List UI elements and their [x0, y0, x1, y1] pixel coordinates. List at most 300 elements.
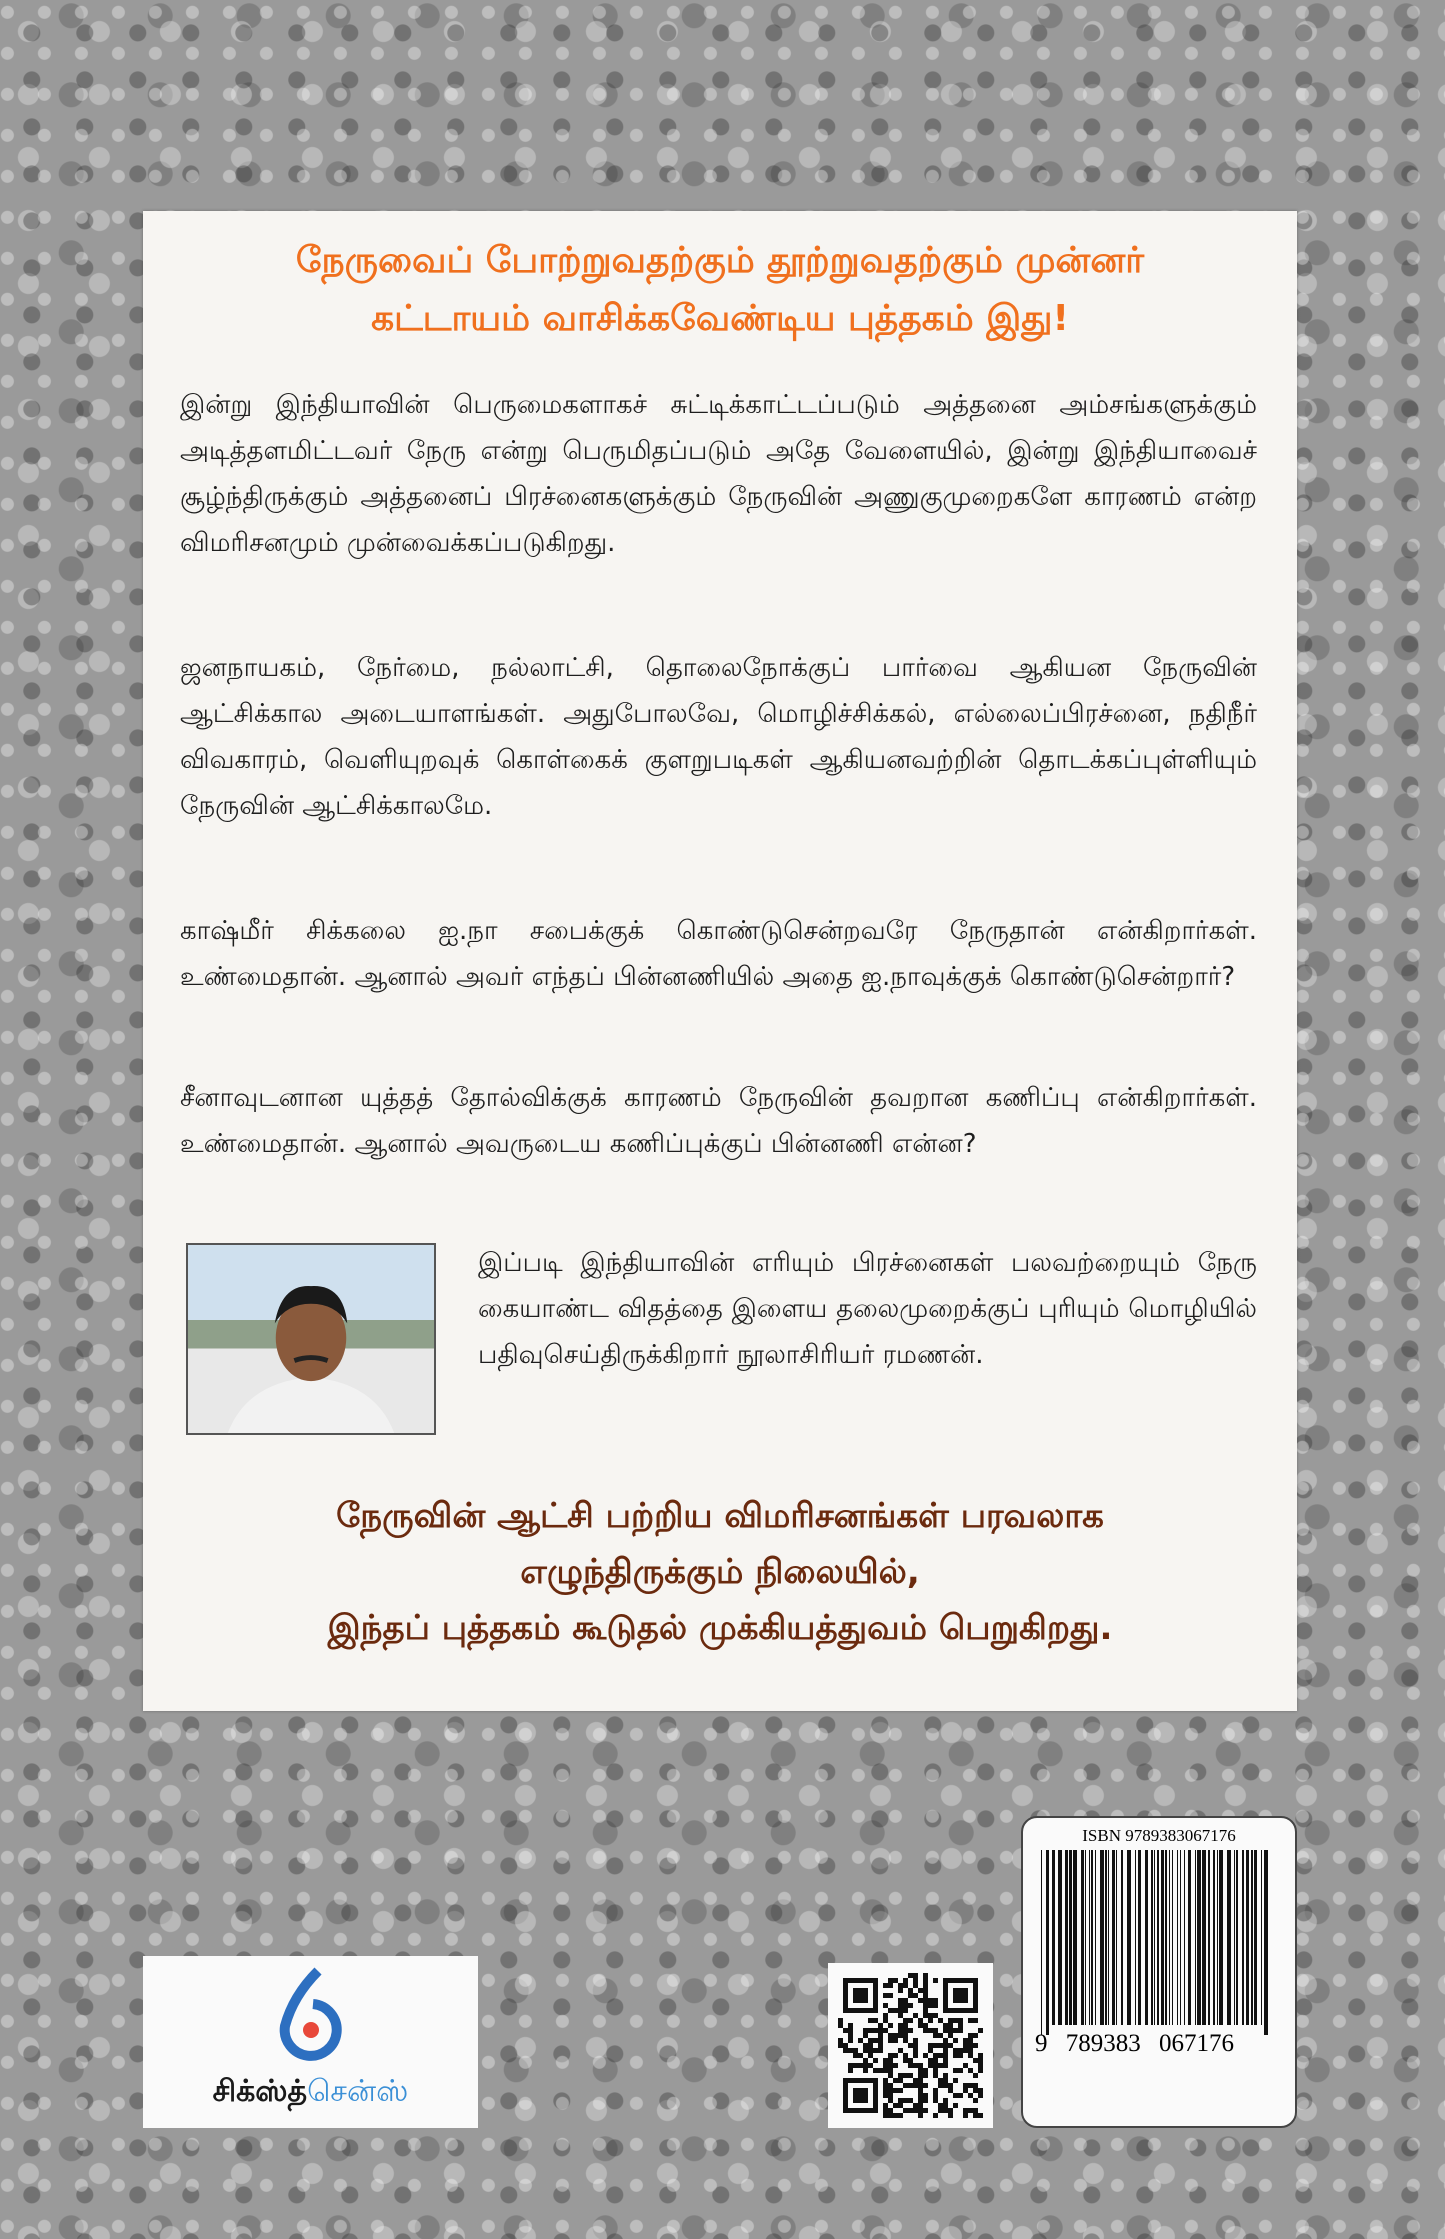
- barcode-bar: [1246, 1850, 1249, 2025]
- qr-module: [878, 2048, 883, 2053]
- qr-module: [883, 2083, 888, 2088]
- qr-module: [898, 1998, 903, 2003]
- qr-module: [963, 2043, 968, 2048]
- qr-module: [938, 2078, 943, 2083]
- qr-module: [933, 2088, 938, 2093]
- qr-module: [893, 1978, 898, 1983]
- qr-module: [943, 2078, 948, 2083]
- barcode-bar: [1197, 1850, 1201, 2025]
- qr-module: [898, 2073, 903, 2078]
- qr-module: [928, 2048, 933, 2053]
- qr-module: [978, 2113, 983, 2118]
- qr-module: [913, 1983, 918, 1988]
- qr-module: [933, 2093, 938, 2098]
- barcode-bar: [1127, 1850, 1131, 2025]
- qr-module: [948, 2033, 953, 2038]
- qr-module: [963, 2113, 968, 2118]
- barcode-bar: [1188, 1850, 1191, 2025]
- qr-module: [933, 2068, 938, 2073]
- qr-module: [873, 2058, 878, 2063]
- qr-module: [883, 2113, 888, 2118]
- qr-module: [838, 2038, 843, 2043]
- qr-module: [943, 2053, 948, 2058]
- qr-module: [878, 2068, 883, 2073]
- qr-module: [863, 2063, 868, 2068]
- qr-module: [938, 2103, 943, 2108]
- qr-module: [933, 2058, 938, 2063]
- qr-module: [953, 2093, 958, 2098]
- qr-module: [883, 2003, 888, 2008]
- qr-module: [943, 2048, 948, 2053]
- barcode-bar: [1165, 1850, 1167, 2025]
- paragraph: இன்று இந்தியாவின் பெருமைகளாகச் சுட்டிக்காட்டப்படும் அத்தனை அம்சங்களுக்கும் அடித்தளமிட்டவர் நேரு என்று பெருமிதப்படும் அதே வேளையில், இன்று இந்தியாவைச் சூழ்ந்திருக்கும் அத்தனைப் பிரச்னைகளுக்கும் நேருவின் அணுகுமுறைகளே காரணம் என்ற விமரிசனமும் முன்வைக்கப்படுகிறது.: [180, 390, 1257, 558]
- qr-module: [888, 1983, 893, 1988]
- qr-module: [958, 2048, 963, 2053]
- qr-module: [903, 2108, 908, 2113]
- qr-module: [938, 2053, 943, 2058]
- qr-module: [868, 2048, 873, 2053]
- qr-module: [923, 2053, 928, 2058]
- qr-module: [923, 2008, 928, 2013]
- qr-module: [843, 2048, 848, 2053]
- qr-module: [903, 2033, 908, 2038]
- barcode-bar: [1208, 1850, 1210, 2025]
- qr-module: [868, 2028, 873, 2033]
- qr-module: [978, 2058, 983, 2063]
- qr-module: [908, 2028, 913, 2033]
- qr-module: [968, 2038, 973, 2043]
- barcode-bar: [1157, 1850, 1159, 2025]
- qr-module: [868, 2043, 873, 2048]
- qr-module: [918, 2073, 923, 2078]
- barcode-bar: [1105, 1850, 1107, 2025]
- qr-module: [933, 1998, 938, 2003]
- qr-module: [878, 2023, 883, 2028]
- qr-module: [948, 2023, 953, 2028]
- qr-module: [923, 1983, 928, 1988]
- qr-module: [888, 2113, 893, 2118]
- barcode-bar: [1180, 1850, 1181, 2025]
- qr-module: [933, 2113, 938, 2118]
- qr-module: [933, 2053, 938, 2058]
- qr-module: [903, 2058, 908, 2063]
- barcode-bar: [1108, 1850, 1109, 2025]
- qr-module: [928, 2058, 933, 2063]
- qr-module: [973, 2108, 978, 2113]
- qr-module: [888, 1993, 893, 1998]
- qr-module: [948, 2083, 953, 2088]
- qr-module: [903, 2073, 908, 2078]
- qr-module: [943, 2043, 948, 2048]
- qr-module: [913, 1993, 918, 1998]
- barcode-bar: [1219, 1850, 1223, 2025]
- qr-module: [913, 1973, 918, 1978]
- qr-module: [908, 1993, 913, 1998]
- qr-module: [898, 2098, 903, 2103]
- barcode-bar: [1112, 1850, 1115, 2025]
- qr-module: [918, 2018, 923, 2023]
- qr-module: [923, 2108, 928, 2113]
- qr-module: [963, 2088, 968, 2093]
- qr-module: [888, 2033, 893, 2038]
- qr-module: [893, 2053, 898, 2058]
- qr-module: [853, 2053, 858, 2058]
- barcode-bar: [1251, 1850, 1253, 2025]
- qr-module: [898, 2023, 903, 2028]
- qr-module: [893, 2078, 898, 2083]
- qr-module: [843, 2028, 848, 2033]
- qr-module: [918, 2023, 923, 2028]
- qr-module: [868, 2038, 873, 2043]
- qr-module: [933, 2043, 938, 2048]
- qr-module: [923, 2093, 928, 2098]
- qr-module: [953, 2018, 958, 2023]
- qr-module: [973, 2098, 978, 2103]
- qr-module: [973, 2033, 978, 2038]
- qr-module: [883, 2058, 888, 2063]
- barcode-bar: [1151, 1850, 1153, 2025]
- qr-module: [943, 2073, 948, 2078]
- qr-module: [933, 2003, 938, 2008]
- qr-module: [953, 2053, 958, 2058]
- qr-module: [848, 2068, 853, 2073]
- qr-module: [918, 2068, 923, 2073]
- qr-module: [943, 2083, 948, 2088]
- qr-module: [953, 2048, 958, 2053]
- qr-module: [928, 1998, 933, 2003]
- qr-module: [863, 2068, 868, 2073]
- barcode-bar: [1065, 1850, 1068, 2025]
- qr-module: [903, 2028, 908, 2033]
- qr-module: [928, 2013, 933, 2018]
- qr-module: [868, 2063, 873, 2068]
- qr-module: [933, 2013, 938, 2018]
- qr-module: [908, 2083, 913, 2088]
- qr-module: [893, 2088, 898, 2093]
- qr-module: [923, 1988, 928, 1993]
- barcode-bar: [1184, 1850, 1185, 2025]
- qr-module: [898, 2013, 903, 2018]
- qr-module: [893, 2008, 898, 2013]
- qr-module: [933, 2063, 938, 2068]
- author-photo: [186, 1243, 436, 1435]
- qr-module: [893, 2033, 898, 2038]
- qr-module: [923, 2003, 928, 2008]
- footer-line: இந்தப் புத்தகம் கூடுதல் முக்கியத்துவம் பெறுகிறது.: [327, 1608, 1113, 1648]
- qr-module: [928, 2018, 933, 2023]
- barcode-bar: [1073, 1850, 1077, 2025]
- qr-module: [883, 2078, 888, 2083]
- qr-module: [963, 2063, 968, 2068]
- qr-module: [938, 2083, 943, 2088]
- qr-module: [903, 1983, 908, 1988]
- qr-module: [913, 2013, 918, 2018]
- qr-module: [878, 2028, 883, 2033]
- isbn-digits: [1035, 2030, 1285, 2058]
- barcode-bar: [1254, 1850, 1257, 2025]
- qr-module: [973, 2058, 978, 2063]
- qr-module: [968, 2093, 973, 2098]
- qr-module: [968, 2068, 973, 2073]
- qr-module: [923, 2083, 928, 2088]
- qr-module: [913, 2048, 918, 2053]
- qr-module: [923, 1973, 928, 1978]
- qr-module: [938, 2018, 943, 2023]
- barcode-bar: [1069, 1850, 1072, 2025]
- qr-module: [883, 2013, 888, 2018]
- author-paragraph: இப்படி இந்தியாவின் எரியும் பிரச்னைகள் பலவற்றையும் நேரு கையாண்ட விதத்தை இளைய தலைமுறைக்குப் புரியும் மொழியில் பதிவுசெய்திருக்கிறார் நூலாசிரியர் ரமணன்.: [478, 1248, 1257, 1370]
- isbn-digits-last: 067176: [1159, 2030, 1234, 2057]
- qr-module: [898, 2008, 903, 2013]
- qr-module: [883, 1983, 888, 1988]
- qr-module: [943, 2038, 948, 2043]
- qr-module: [888, 2058, 893, 2063]
- qr-module: [938, 2063, 943, 2068]
- barcode-bar: [1081, 1850, 1084, 2025]
- barcode-bar: [1145, 1850, 1148, 2025]
- qr-module: [923, 1998, 928, 2003]
- barcode-bar: [1046, 1850, 1049, 2035]
- qr-module: [968, 2043, 973, 2048]
- qr-module: [888, 2098, 893, 2103]
- qr-module: [893, 2038, 898, 2043]
- qr-module: [913, 2053, 918, 2058]
- headline: [143, 232, 1297, 348]
- qr-module: [943, 2098, 948, 2103]
- qr-module: [978, 2053, 983, 2058]
- footer-text: [143, 1488, 1297, 1656]
- qr-module: [843, 2043, 848, 2048]
- qr-module: [973, 2073, 978, 2078]
- qr-module: [858, 2053, 863, 2058]
- barcode-bar: [1264, 1850, 1268, 2035]
- barcode-bar: [1058, 1850, 1062, 2025]
- qr-module: [908, 2073, 913, 2078]
- qr-module: [918, 2078, 923, 2083]
- barcode-bar: [1085, 1850, 1086, 2025]
- qr-module: [948, 2108, 953, 2113]
- barcode-bar: [1135, 1850, 1136, 2025]
- qr-module: [923, 2073, 928, 2078]
- qr-module: [838, 2018, 843, 2023]
- qr-module: [903, 1978, 908, 1983]
- qr-module: [978, 2028, 983, 2033]
- qr-module: [978, 2068, 983, 2073]
- qr-module: [908, 2108, 913, 2113]
- qr-module: [888, 2093, 893, 2098]
- qr-module: [903, 2018, 908, 2023]
- qr-module: [978, 2063, 983, 2068]
- paragraph: சீனாவுடனான யுத்தத் தோல்விக்குக் காரணம் நேருவின் தவறான கணிப்பு என்கிறார்கள். உண்மைதான். ஆனால் அவருடைய கணிப்புக்குப் பின்னணி என்ன?: [180, 1083, 1257, 1159]
- publisher-name: [143, 2074, 478, 2113]
- qr-module: [963, 2108, 968, 2113]
- qr-module: [848, 2023, 853, 2028]
- qr-module: [908, 1988, 913, 1993]
- qr-module: [918, 2088, 923, 2093]
- qr-module: [968, 2048, 973, 2053]
- isbn-barcode: [1021, 1816, 1297, 2128]
- barcode-bar: [1089, 1850, 1090, 2025]
- qr-module: [883, 2108, 888, 2113]
- isbn-digit-first: 9: [1035, 2030, 1048, 2057]
- qr-module: [903, 2038, 908, 2043]
- qr-module: [948, 2043, 953, 2048]
- qr-module: [838, 2023, 843, 2028]
- qr-module: [848, 2028, 853, 2033]
- qr-module: [888, 2108, 893, 2113]
- qr-module: [888, 2053, 893, 2058]
- qr-module: [888, 2073, 893, 2078]
- qr-module: [873, 2048, 878, 2053]
- qr-module: [863, 2048, 868, 2053]
- barcode-bar: [1041, 1850, 1042, 2035]
- qr-module: [953, 2028, 958, 2033]
- qr-module: [898, 2048, 903, 2053]
- qr-module: [903, 2023, 908, 2028]
- qr-module: [968, 2053, 973, 2058]
- qr-module: [923, 2068, 928, 2073]
- qr-module: [953, 2068, 958, 2073]
- paragraph: காஷ்மீர் சிக்கலை ஐ.நா சபைக்குக் கொண்டுசென்றவரே நேருதான் என்கிறார்கள். உண்மைதான். ஆனால் அவர் எந்தப் பின்னணியில் அதை ஐ.நாவுக்குக் கொண்டுசென்றார்?: [180, 916, 1257, 992]
- qr-module: [863, 2043, 868, 2048]
- barcode-bar: [1172, 1850, 1173, 2025]
- qr-module: [893, 2063, 898, 2068]
- isbn-label: ISBN 9789383067176: [1082, 1826, 1236, 1845]
- qr-module: [958, 2068, 963, 2073]
- qr-module: [888, 2023, 893, 2028]
- qr-module: [883, 2088, 888, 2093]
- qr-module: [863, 2033, 868, 2038]
- barcode-bar: [1091, 1850, 1093, 2025]
- barcode-bar: [1161, 1850, 1164, 2025]
- qr-module: [933, 1978, 938, 1983]
- barcode-bar: [1261, 1850, 1262, 2025]
- qr-module: [838, 2043, 843, 2048]
- qr-module: [913, 2043, 918, 2048]
- qr-module: [893, 2103, 898, 2108]
- qr-module: [918, 1998, 923, 2003]
- qr-module: [978, 2093, 983, 2098]
- publisher-logo: [143, 1956, 478, 2128]
- qr-module: [908, 1973, 913, 1978]
- qr-module: [918, 1988, 923, 1993]
- qr-module: [958, 2018, 963, 2023]
- footer-line: நேருவின் ஆட்சி பற்றிய விமரிசனங்கள் பரவலாக: [336, 1496, 1104, 1536]
- qr-module: [873, 2028, 878, 2033]
- barcode-bar: [1202, 1850, 1206, 2025]
- qr-module: [948, 2088, 953, 2093]
- qr-module: [918, 2113, 923, 2118]
- qr-module: [883, 2018, 888, 2023]
- qr-module: [923, 1993, 928, 1998]
- barcode-bars: [1041, 1850, 1277, 2040]
- qr-module: [898, 2103, 903, 2108]
- barcode-bar: [1195, 1850, 1196, 2025]
- barcode-bar: [1169, 1850, 1170, 2025]
- qr-module: [958, 2023, 963, 2028]
- qr-module: [888, 2008, 893, 2013]
- isbn-digits-mid: 789383: [1065, 2030, 1141, 2057]
- qr-module: [888, 2068, 893, 2073]
- qr-module: [873, 2038, 878, 2043]
- qr-module: [863, 2028, 868, 2033]
- qr-module: [893, 2113, 898, 2118]
- qr-module: [963, 2048, 968, 2053]
- qr-module: [858, 2063, 863, 2068]
- barcode-bar: [1227, 1850, 1231, 2025]
- barcode-bar: [1100, 1850, 1104, 2025]
- qr-module: [968, 2018, 973, 2023]
- qr-module: [923, 1978, 928, 1983]
- qr-module: [898, 2078, 903, 2083]
- qr-module: [968, 2108, 973, 2113]
- barcode-bar: [1052, 1850, 1055, 2025]
- qr-module: [898, 2033, 903, 2038]
- qr-module: [923, 2098, 928, 2103]
- headline-line: நேருவைப் போற்றுவதற்கும் தூற்றுவதற்கும் முன்னர்: [295, 240, 1145, 281]
- qr-module: [883, 2103, 888, 2108]
- qr-module: [938, 2108, 943, 2113]
- qr-module: [848, 2048, 853, 2053]
- qr-module: [903, 2008, 908, 2013]
- qr-module: [913, 2083, 918, 2088]
- qr-module: [898, 1983, 903, 1988]
- qr-module: [948, 2028, 953, 2033]
- qr-module: [883, 2093, 888, 2098]
- barcode-bar: [1138, 1850, 1141, 2025]
- barcode-bar: [1116, 1850, 1117, 2025]
- qr-module: [853, 2063, 858, 2068]
- qr-module: [908, 2098, 913, 2103]
- qr-module: [848, 2063, 853, 2068]
- barcode-bar: [1213, 1850, 1215, 2025]
- qr-module: [908, 2043, 913, 2048]
- qr-module: [903, 2098, 908, 2103]
- qr-module: [943, 2103, 948, 2108]
- qr-module: [963, 2083, 968, 2088]
- qr-module: [973, 2018, 978, 2023]
- barcode-bar: [1095, 1850, 1096, 2025]
- qr-module: [968, 2033, 973, 2038]
- qr-module: [973, 2083, 978, 2088]
- qr-module: [883, 2068, 888, 2073]
- qr-module: [913, 2103, 918, 2108]
- qr-module: [923, 2023, 928, 2028]
- qr-module: [928, 2003, 933, 2008]
- qr-module: [973, 2088, 978, 2093]
- qr-module: [918, 2108, 923, 2113]
- qr-module: [953, 2038, 958, 2043]
- qr-module: [888, 1978, 893, 1983]
- qr-code: [828, 1963, 993, 2128]
- qr-module: [943, 2058, 948, 2063]
- qr-module: [913, 1978, 918, 1983]
- qr-module: [923, 2028, 928, 2033]
- qr-module: [888, 2088, 893, 2093]
- qr-module: [903, 2053, 908, 2058]
- qr-module: [888, 2063, 893, 2068]
- qr-module: [918, 2063, 923, 2068]
- qr-module: [848, 2033, 853, 2038]
- qr-module: [943, 2063, 948, 2068]
- qr-module: [943, 2023, 948, 2028]
- publisher-name-part2: சென்ஸ்: [307, 2074, 409, 2109]
- qr-module: [953, 2078, 958, 2083]
- qr-module: [898, 2003, 903, 2008]
- qr-module: [908, 2003, 913, 2008]
- qr-module: [978, 2088, 983, 2093]
- qr-module: [913, 2038, 918, 2043]
